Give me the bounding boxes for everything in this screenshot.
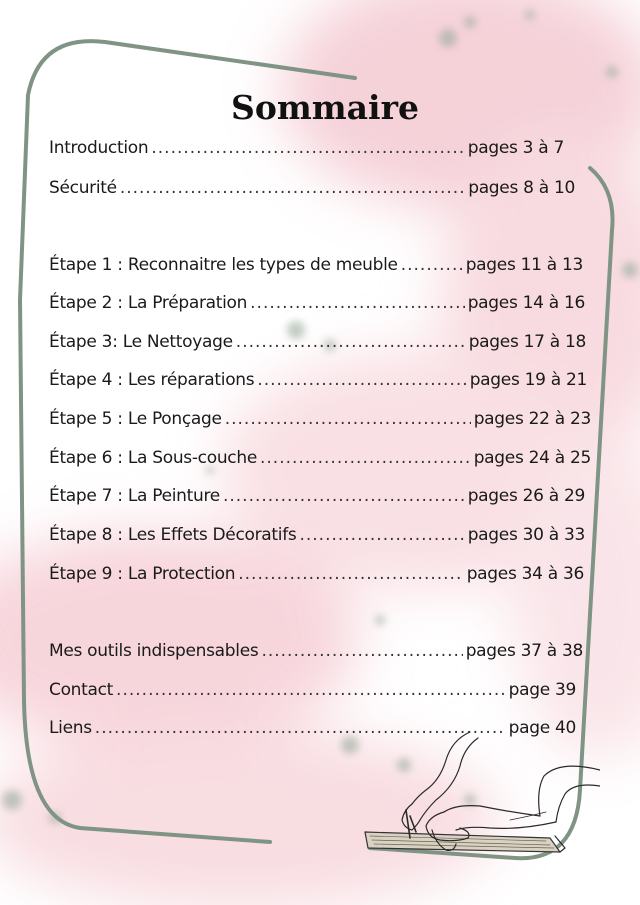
toc-entry-label: Sécurité [49, 178, 117, 198]
dot-leader [238, 564, 463, 584]
toc-entry-etape-9[interactable] [49, 564, 584, 588]
toc-entry-introduction[interactable] [49, 138, 564, 162]
toc-entry-pages: pages 17 à 18 [468, 332, 586, 352]
page-title: Sommaire [231, 88, 419, 127]
toc-entry-label: Étape 9 : La Protection [49, 564, 236, 584]
toc-entry-label: Étape 3: Le Nettoyage [49, 332, 233, 352]
toc-entry-etape-2[interactable] [49, 293, 585, 317]
toc-entry-etape-6[interactable] [49, 448, 591, 472]
dot-leader [225, 409, 471, 429]
toc-entry-etape-1[interactable] [49, 255, 583, 279]
dot-leader [250, 293, 465, 313]
toc-entry-pages: pages 11 à 13 [465, 255, 583, 275]
toc-entry-label: Contact [49, 680, 114, 700]
toc-entry-pages: pages 3 à 7 [467, 138, 564, 158]
toc-entry-label: Étape 4 : Les réparations [49, 370, 255, 390]
dot-leader [116, 680, 506, 700]
toc-entry-label: Mes outils indispensables [49, 641, 259, 661]
toc-entry-etape-3[interactable] [49, 332, 586, 356]
dot-leader [120, 178, 465, 198]
toc-entry-etape-5[interactable] [49, 409, 591, 433]
toc-entry-label: Étape 8 : Les Effets Décoratifs [49, 525, 297, 545]
toc-entry-pages: page 40 [508, 718, 576, 738]
toc-entry-label: Étape 6 : La Sous-couche [49, 448, 257, 468]
toc-entry-pages: pages 19 à 21 [469, 370, 587, 390]
toc-entry-label: Liens [49, 718, 92, 738]
toc-entry-pages: pages 22 à 23 [473, 409, 591, 429]
toc-entry-label: Étape 5 : Le Ponçage [49, 409, 222, 429]
toc-entry-pages: pages 37 à 38 [465, 641, 583, 661]
toc-entry-label: Introduction [49, 138, 149, 158]
dot-leader [257, 370, 466, 390]
toc-entry-pages: pages 26 à 29 [467, 486, 585, 506]
toc-entry-pages: pages 14 à 16 [467, 293, 585, 313]
toc-entry-label: Étape 2 : La Préparation [49, 293, 248, 313]
dot-leader [260, 448, 471, 468]
dot-leader [236, 332, 466, 352]
toc-entry-etape-7[interactable] [49, 486, 585, 510]
toc-entry-label: Étape 7 : La Peinture [49, 486, 220, 506]
dot-leader [261, 641, 462, 661]
toc-entry-label: Étape 1 : Reconnaitre les types de meuble [49, 255, 398, 275]
toc-entry-securite[interactable] [49, 178, 575, 202]
toc-entry-contact[interactable] [49, 680, 576, 704]
dot-leader [151, 138, 464, 158]
toc-entry-pages: pages 30 à 33 [467, 525, 585, 545]
dot-leader [223, 486, 465, 506]
dot-leader [401, 255, 463, 275]
toc-entry-etape-8[interactable] [49, 525, 585, 549]
toc-entry-pages: pages 24 à 25 [473, 448, 591, 468]
toc-entry-pages: page 39 [508, 680, 576, 700]
toc-entry-outils[interactable] [49, 641, 583, 665]
toc-entry-pages: pages 34 à 36 [466, 564, 584, 584]
toc-entry-pages: pages 8 à 10 [468, 178, 575, 198]
toc-entry-etape-4[interactable] [49, 370, 587, 394]
dot-leader [299, 525, 464, 545]
hands-sanding-wood-icon [360, 720, 600, 870]
